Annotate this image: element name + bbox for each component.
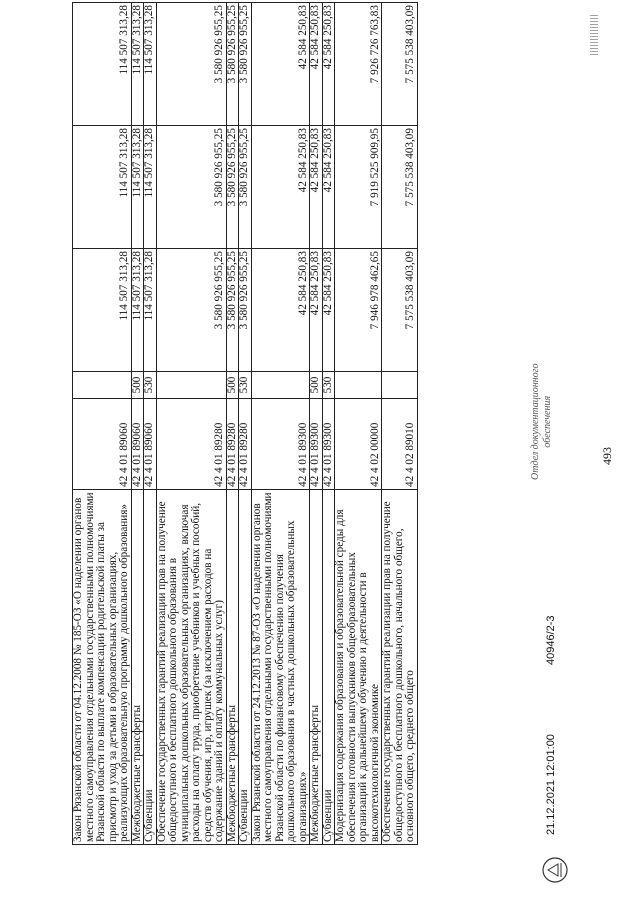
row-code-cell: 42 4 01 89060 xyxy=(73,399,132,490)
row-value-2023-cell: 3 580 926 955,25 xyxy=(226,126,239,249)
table-row xyxy=(251,3,310,845)
row-code-cell: 42 4 01 89280 xyxy=(239,399,252,490)
row-name-cell: Закон Рязанской области от 24.12.2013 № 87-ОЗ «О наделении органов местного самоуправления отдельными государственными полномочиями Рязанской области по финансовому обеспечению получения дошкольного образования в частных дошкольных образовательных организациях» xyxy=(251,490,310,845)
row-value-2022-cell: 7 946 978 462,65 xyxy=(335,249,382,372)
row-value-2022-cell: 42 584 250,83 xyxy=(310,249,323,372)
scan-barcode-mark xyxy=(590,15,598,55)
row-expense-type-cell: 530 xyxy=(322,372,335,399)
row-value-2024-cell: 7 575 538 403,09 xyxy=(382,3,418,126)
row-value-2022-cell: 3 580 926 955,25 xyxy=(226,249,239,372)
row-value-2023-cell: 114 507 313,28 xyxy=(131,126,144,249)
row-value-2024-cell: 114 507 313,28 xyxy=(73,3,132,126)
row-value-2024-cell: 7 926 726 763,83 xyxy=(335,3,382,126)
table-row xyxy=(144,3,157,845)
row-name-cell: Обеспечение государственных гарантий реализации прав на получение общедоступного и бесплатного дошкольного, начального общего, основного общего, среднего общего xyxy=(382,490,418,845)
row-value-2024-cell: 114 507 313,28 xyxy=(131,3,144,126)
row-value-2023-cell: 42 584 250,83 xyxy=(310,126,323,249)
row-value-2024-cell: 3 580 926 955,25 xyxy=(239,3,252,126)
table-row xyxy=(73,3,132,845)
row-value-2024-cell: 114 507 313,28 xyxy=(144,3,157,126)
row-value-2022-cell: 114 507 313,28 xyxy=(73,249,132,372)
row-value-2022-cell: 114 507 313,28 xyxy=(144,249,157,372)
table-row xyxy=(382,3,418,845)
row-name-cell: Субвенции xyxy=(144,490,157,845)
row-value-2023-cell: 42 584 250,83 xyxy=(322,126,335,249)
row-value-2024-cell: 42 584 250,83 xyxy=(251,3,310,126)
table-row xyxy=(310,3,323,845)
row-code-cell: 42 4 01 89280 xyxy=(156,399,226,490)
row-name-cell: Закон Рязанской области от 04.12.2008 № 185-ОЗ «О наделении органов местного самоуправления отдельными государственными полномочиями Рязанской области по выплате компенсации родительской платы за присмотр и уход за детьми в образовательных организациях, реализующих образовательную программу дошкольного образования» xyxy=(73,490,132,845)
row-expense-type-cell xyxy=(251,372,310,399)
row-value-2022-cell: 3 580 926 955,25 xyxy=(239,249,252,372)
row-expense-type-cell xyxy=(73,372,132,399)
row-value-2023-cell: 3 580 926 955,25 xyxy=(239,126,252,249)
row-expense-type-cell xyxy=(156,372,226,399)
table-row xyxy=(156,3,226,845)
row-value-2022-cell: 42 584 250,83 xyxy=(322,249,335,372)
row-code-cell: 42 4 01 89300 xyxy=(322,399,335,490)
table-row xyxy=(335,3,382,845)
row-name-cell: Субвенции xyxy=(322,490,335,845)
table-row xyxy=(322,3,335,845)
row-name-cell: Межбюджетные трансферты xyxy=(131,490,144,845)
row-value-2022-cell: 7 575 538 403,09 xyxy=(382,249,418,372)
row-expense-type-cell xyxy=(335,372,382,399)
row-value-2023-cell: 114 507 313,28 xyxy=(73,126,132,249)
row-value-2022-cell: 42 584 250,83 xyxy=(251,249,310,372)
footer-datetime: 21.12.2021 12:01:00 xyxy=(545,734,557,835)
row-expense-type-cell: 530 xyxy=(144,372,157,399)
emblem-icon xyxy=(540,855,570,885)
row-name-cell: Субвенции xyxy=(239,490,252,845)
row-value-2024-cell: 3 580 926 955,25 xyxy=(226,3,239,126)
row-code-cell: 42 4 01 89280 xyxy=(226,399,239,490)
stamp-line-2: обеспечения xyxy=(542,395,553,448)
row-name-cell: Межбюджетные трансферты xyxy=(310,490,323,845)
row-expense-type-cell: 530 xyxy=(239,372,252,399)
row-expense-type-cell: 500 xyxy=(131,372,144,399)
row-name-cell: Модернизация содержания образования и образовательной среды для обеспечения готовности выпускников общеобразовательных организаций к дальнейшему обучению и деятельности в высокотехнологичной экономике xyxy=(335,490,382,845)
row-value-2024-cell: 3 580 926 955,25 xyxy=(156,3,226,126)
table-row xyxy=(226,3,239,845)
row-code-cell: 42 4 01 89060 xyxy=(131,399,144,490)
row-value-2022-cell: 3 580 926 955,25 xyxy=(156,249,226,372)
row-expense-type-cell: 500 xyxy=(310,372,323,399)
row-code-cell: 42 4 02 89010 xyxy=(382,399,418,490)
row-code-cell: 42 4 01 89300 xyxy=(251,399,310,490)
row-expense-type-cell: 500 xyxy=(226,372,239,399)
row-name-cell: Обеспечение государственных гарантий реализации прав на получение общедоступного и бесплатного дошкольного образования в муниципальных дошкольных образовательных организациях, включая расходы на оплату труда, приобретение учебников и учебных пособий, средств обучения, игр, игрушек (за исключением расходов на содержание зданий и оплату коммунальных услуг) xyxy=(156,490,226,845)
row-value-2024-cell: 42 584 250,83 xyxy=(310,3,323,126)
row-code-cell: 42 4 02 00000 xyxy=(335,399,382,490)
row-value-2022-cell: 114 507 313,28 xyxy=(131,249,144,372)
row-code-cell: 42 4 01 89300 xyxy=(310,399,323,490)
footer-doc-code: 40946/2-3 xyxy=(545,615,557,665)
stamp-line-1: Отдел документационного xyxy=(530,363,541,480)
row-name-cell: Межбюджетные трансферты xyxy=(226,490,239,845)
row-value-2024-cell: 42 584 250,83 xyxy=(322,3,335,126)
page-number: 493 xyxy=(600,447,614,465)
row-value-2023-cell: 114 507 313,28 xyxy=(144,126,157,249)
department-stamp xyxy=(530,363,554,480)
budget-table-body xyxy=(73,3,418,845)
row-value-2023-cell: 3 580 926 955,25 xyxy=(156,126,226,249)
table-row xyxy=(239,3,252,845)
row-value-2023-cell: 7 919 525 909,95 xyxy=(335,126,382,249)
row-expense-type-cell xyxy=(382,372,418,399)
row-value-2023-cell: 42 584 250,83 xyxy=(251,126,310,249)
row-value-2023-cell: 7 575 538 403,09 xyxy=(382,126,418,249)
row-code-cell: 42 4 01 89060 xyxy=(144,399,157,490)
table-row xyxy=(131,3,144,845)
budget-table xyxy=(72,2,418,845)
